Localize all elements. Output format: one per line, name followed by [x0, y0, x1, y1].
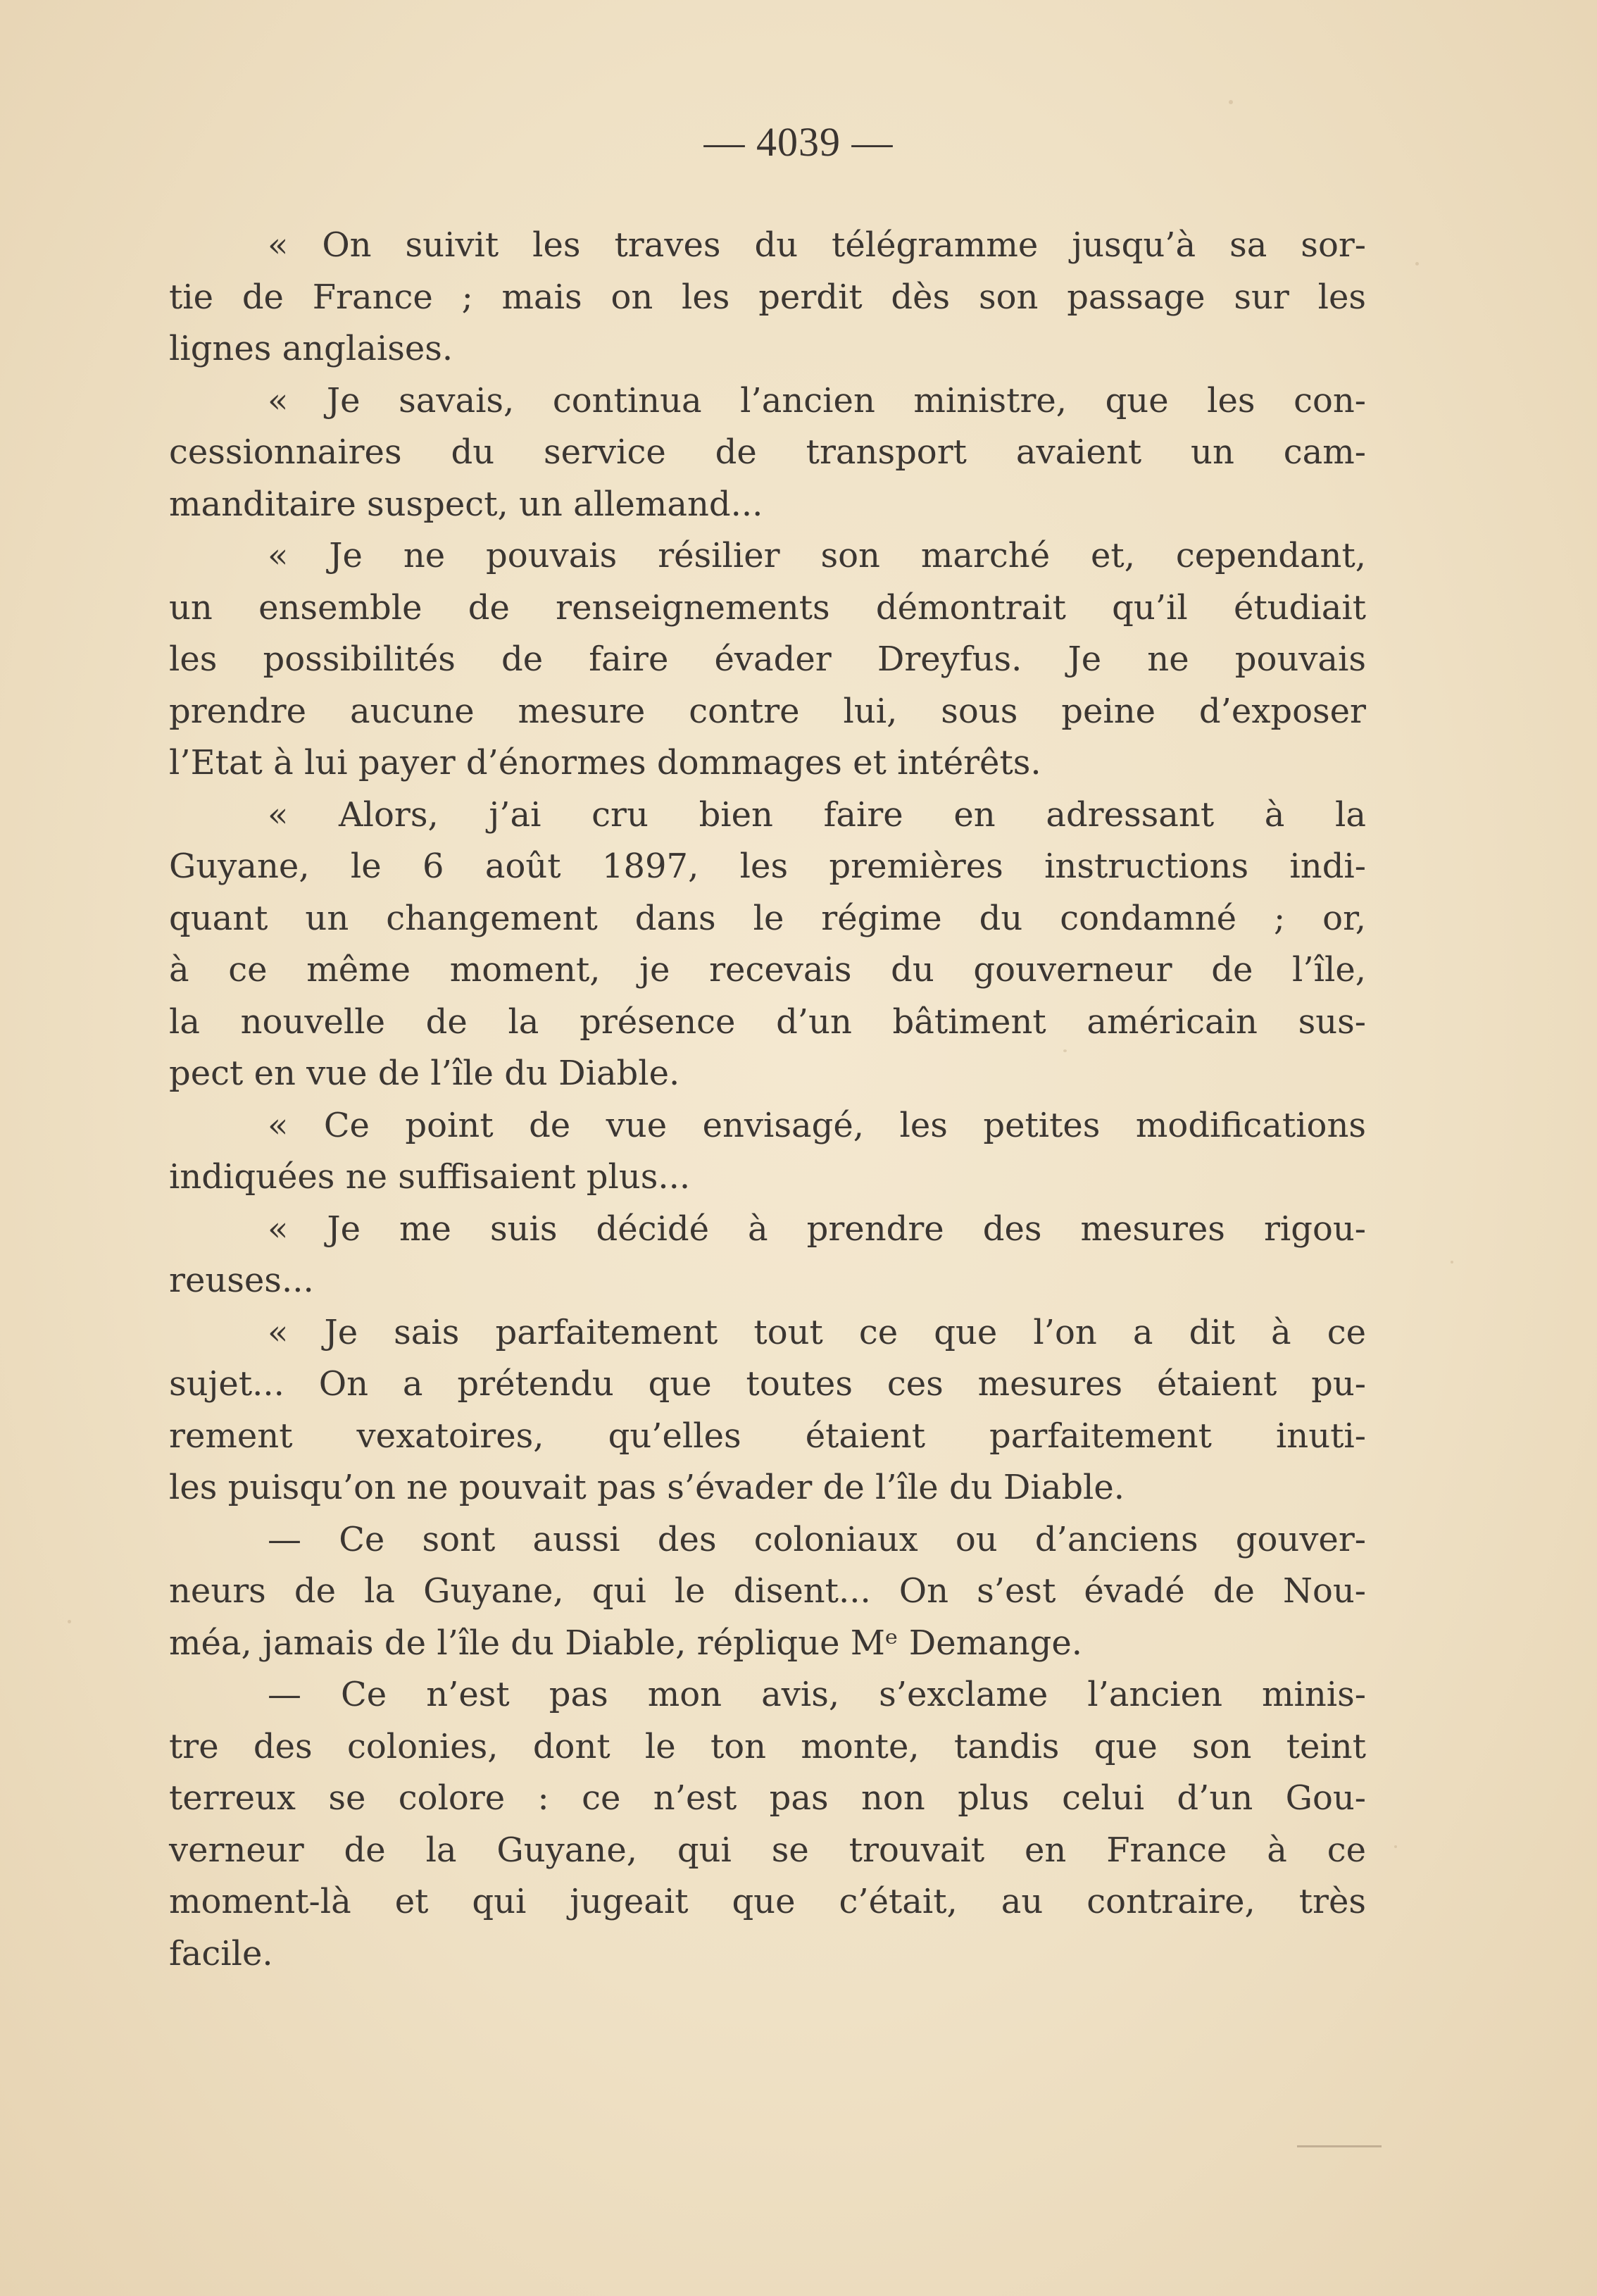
text-line: verneur de la Guyane, qui se trouvait en France à ce: [169, 1830, 1366, 1870]
paper-speck: [68, 1620, 71, 1623]
text-line: neurs de la Guyane, qui le disent... On s’est évadé de Nou-: [169, 1571, 1366, 1611]
paper-speck: [1229, 100, 1233, 104]
text-line: indiquées ne suffisaient plus...: [169, 1157, 691, 1197]
paper-speck: [1415, 262, 1419, 266]
text-line: méa, jamais de l’île du Diable, réplique Mᵉ Demange.: [169, 1623, 1083, 1663]
text-line: « Alors, j’ai cru bien faire en adressant à la: [268, 794, 1366, 835]
text-line: un ensemble de renseignements démontrait qu’il étudiait: [169, 587, 1366, 628]
text-line: — Ce n’est pas mon avis, s’exclame l’ancien minis-: [268, 1675, 1366, 1714]
text-line: « Ce point de vue envisagé, les petites modifications: [268, 1105, 1366, 1145]
text-line: reuses...: [169, 1261, 314, 1300]
paper-speck: [1394, 1845, 1397, 1848]
text-line: cessionnaires du service de transport avaient un cam-: [169, 432, 1366, 472]
text-line: lignes anglaises.: [169, 329, 453, 368]
text-line: Guyane, le 6 août 1897, les premières instructions indi-: [169, 847, 1366, 886]
text-line: « On suivit les traves du télégramme jusqu’à sa sor-: [268, 225, 1366, 265]
text-line: sujet... On a prétendu que toutes ces mesures étaient pu-: [169, 1364, 1366, 1404]
text-line: manditaire suspect, un allemand...: [169, 484, 763, 524]
text-line: la nouvelle de la présence d’un bâtiment américain sus-: [169, 1002, 1366, 1042]
text-line: « Je savais, continua l’ancien ministre, que les con-: [268, 380, 1366, 420]
body-text: [169, 220, 1366, 1980]
text-line: tie de France ; mais on les perdit dès son passage sur les: [169, 277, 1366, 317]
text-line: « Je ne pouvais résilier son marché et, cependant,: [268, 536, 1366, 575]
text-line: « Je sais parfaitement tout ce que l’on a dit à ce: [268, 1312, 1366, 1352]
footer-rule: [1297, 2145, 1382, 2147]
text-line: les possibilités de faire évader Dreyfus. Je ne pouvais: [169, 639, 1366, 679]
text-line: « Je me suis décidé à prendre des mesures rigou-: [268, 1209, 1366, 1249]
text-line: à ce même moment, je recevais du gouverneur de l’île,: [169, 950, 1366, 990]
text-line: facile.: [169, 1933, 273, 1973]
text-line: — Ce sont aussi des coloniaux ou d’anciens gouver-: [268, 1519, 1366, 1559]
text-line: les puisqu’on ne pouvait pas s’évader de l’île du Diable.: [169, 1468, 1125, 1507]
page-number-header: — 4039 —: [703, 119, 894, 165]
text-line: terreux se colore : ce n’est pas non plus celui d’un Gou-: [169, 1778, 1366, 1818]
text-line: rement vexatoires, qu’elles étaient parfaitement inuti-: [169, 1416, 1366, 1456]
text-line: pect en vue de l’île du Diable.: [169, 1054, 680, 1093]
text-line: moment-là et qui jugeait que c’était, au contraire, très: [169, 1882, 1366, 1921]
paper-speck: [1451, 1261, 1453, 1264]
text-line: tre des colonies, dont le ton monte, tandis que son teint: [169, 1726, 1366, 1766]
text-line: l’Etat à lui payer d’énormes dommages et intérêts.: [169, 743, 1041, 782]
text-line: prendre aucune mesure contre lui, sous peine d’exposer: [169, 691, 1366, 731]
text-line: quant un changement dans le régime du condamné ; or,: [169, 898, 1366, 938]
